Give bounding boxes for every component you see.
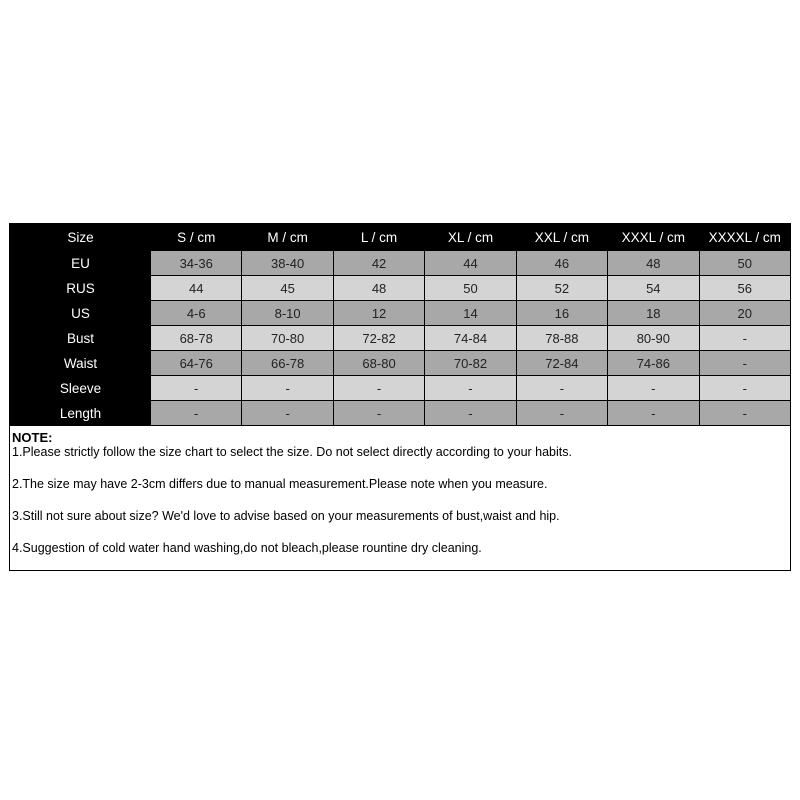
header-size-m: M / cm (242, 225, 333, 251)
table-cell: 42 (333, 251, 424, 276)
size-chart (9, 223, 791, 571)
header-size-xxxxl: XXXXL / cm (699, 225, 790, 251)
header-size-l: L / cm (333, 225, 424, 251)
table-cell: - (699, 401, 790, 426)
table-cell: 50 (425, 276, 516, 301)
table-cell: 54 (608, 276, 699, 301)
table-cell: - (333, 376, 424, 401)
row-label: US (11, 301, 151, 326)
row-label: EU (11, 251, 151, 276)
table-cell: - (608, 401, 699, 426)
table-cell: 68-78 (151, 326, 242, 351)
table-cell: 56 (699, 276, 790, 301)
row-label: Length (11, 401, 151, 426)
row-label: Bust (11, 326, 151, 351)
note-line-3: 3.Still not sure about size? We'd love to advise based on your measurements of bust,waist and hip. (12, 509, 560, 523)
table-cell: 48 (608, 251, 699, 276)
table-cell: 14 (425, 301, 516, 326)
table-cell: 45 (242, 276, 333, 301)
size-row-rus (11, 276, 791, 301)
table-cell: 16 (516, 301, 607, 326)
size-row-eu (11, 251, 791, 276)
table-cell: 70-82 (425, 351, 516, 376)
size-table (10, 224, 791, 426)
table-cell: 66-78 (242, 351, 333, 376)
table-cell: - (516, 376, 607, 401)
notes-title: NOTE: (12, 430, 53, 445)
table-cell: 80-90 (608, 326, 699, 351)
table-cell: - (151, 376, 242, 401)
size-row-us (11, 301, 791, 326)
row-label: Waist (11, 351, 151, 376)
notes-section (10, 426, 790, 556)
table-cell: 68-80 (333, 351, 424, 376)
header-size-label: Size (11, 225, 151, 251)
table-cell: 44 (425, 251, 516, 276)
header-size-xxl: XXL / cm (516, 225, 607, 251)
table-cell: 12 (333, 301, 424, 326)
table-cell: - (699, 326, 790, 351)
size-header-row (11, 225, 791, 251)
table-cell: - (242, 401, 333, 426)
table-cell: 50 (699, 251, 790, 276)
table-cell: - (333, 401, 424, 426)
table-cell: 8-10 (242, 301, 333, 326)
table-cell: 74-86 (608, 351, 699, 376)
table-cell: 46 (516, 251, 607, 276)
table-cell: - (151, 401, 242, 426)
table-cell: 18 (608, 301, 699, 326)
table-cell: - (425, 401, 516, 426)
table-cell: 72-82 (333, 326, 424, 351)
table-cell: 52 (516, 276, 607, 301)
size-row-bust (11, 326, 791, 351)
size-row-sleeve (11, 376, 791, 401)
table-cell: 72-84 (516, 351, 607, 376)
table-cell: - (699, 376, 790, 401)
header-size-xl: XL / cm (425, 225, 516, 251)
table-cell: - (425, 376, 516, 401)
size-row-waist (11, 351, 791, 376)
table-cell: 70-80 (242, 326, 333, 351)
table-cell: 38-40 (242, 251, 333, 276)
header-size-s: S / cm (151, 225, 242, 251)
table-cell: 64-76 (151, 351, 242, 376)
table-cell: - (608, 376, 699, 401)
table-cell: 78-88 (516, 326, 607, 351)
row-label: RUS (11, 276, 151, 301)
header-size-xxxl: XXXL / cm (608, 225, 699, 251)
table-cell: 34-36 (151, 251, 242, 276)
row-label: Sleeve (11, 376, 151, 401)
note-line-1: 1.Please strictly follow the size chart to select the size. Do not select directly according to your habits. (12, 445, 572, 459)
note-line-2: 2.The size may have 2-3cm differs due to manual measurement.Please note when you measure. (12, 477, 548, 491)
table-cell: 4-6 (151, 301, 242, 326)
table-cell: - (699, 351, 790, 376)
table-cell: 44 (151, 276, 242, 301)
table-cell: 74-84 (425, 326, 516, 351)
table-cell: - (516, 401, 607, 426)
table-cell: 20 (699, 301, 790, 326)
note-line-4: 4.Suggestion of cold water hand washing,do not bleach,please rountine dry cleaning. (12, 541, 482, 555)
table-cell: - (242, 376, 333, 401)
table-cell: 48 (333, 276, 424, 301)
size-row-length (11, 401, 791, 426)
